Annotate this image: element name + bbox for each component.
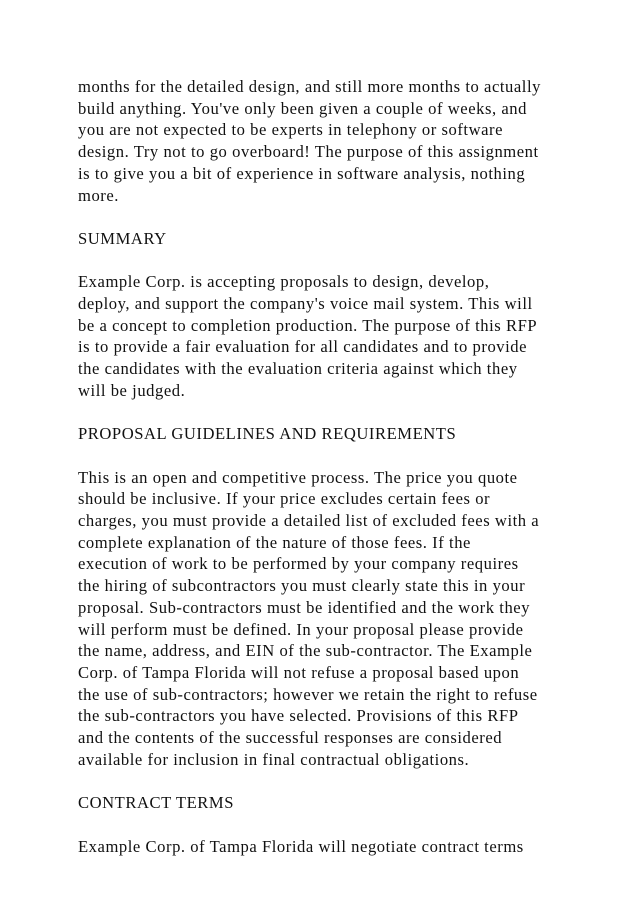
intro-paragraph <box>78 76 578 206</box>
paragraph-line: This is an open and competitive process. The price you quote <box>78 467 518 487</box>
guidelines-heading: PROPOSAL GUIDELINES AND REQUIREMENTS <box>78 424 457 444</box>
paragraph-line: the use of sub-contractors; however we retain the right to refuse <box>78 684 538 704</box>
paragraph-line: will be judged. <box>78 380 186 400</box>
summary-heading: SUMMARY <box>78 228 167 248</box>
paragraph-line: execution of work to be performed by your company requires <box>78 554 519 574</box>
paragraph-line: the hiring of subcontractors you must clearly state this in your <box>78 576 526 596</box>
paragraph-line: Example Corp. is accepting proposals to design, develop, <box>78 272 490 292</box>
paragraph-line: is to provide a fair evaluation for all candidates and to provide <box>78 337 528 357</box>
contract-paragraph <box>78 836 578 858</box>
paragraph-line: and the contents of the successful responses are considered <box>78 728 503 748</box>
paragraph-line: complete explanation of the nature of those fees. If the <box>78 532 471 552</box>
paragraph-line: you are not expected to be experts in telephony or software <box>78 120 504 140</box>
paragraph-line: build anything. You've only been given a couple of weeks, and <box>78 98 527 118</box>
paragraph-line: more. <box>78 185 119 205</box>
paragraph-line: Example Corp. of Tampa Florida will negotiate contract terms <box>78 836 524 856</box>
paragraph-line: proposal. Sub-contractors must be identified and the work they <box>78 597 531 617</box>
paragraph-line: is to give you a bit of experience in software analysis, nothing <box>78 163 526 183</box>
paragraph-line: the sub-contractors you have selected. Provisions of this RFP <box>78 706 519 726</box>
paragraph-line: available for inclusion in final contractual obligations. <box>78 749 470 769</box>
paragraph-line: Corp. of Tampa Florida will not refuse a proposal based upon <box>78 662 520 682</box>
paragraph-line: will perform must be defined. In your proposal please provide <box>78 619 524 639</box>
paragraph-line: the name, address, and EIN of the sub-contractor. The Example <box>78 641 533 661</box>
document-body <box>78 76 578 879</box>
guidelines-paragraph <box>78 467 578 771</box>
paragraph-line: deploy, and support the company's voice mail system. This will <box>78 294 533 313</box>
paragraph-line: should be inclusive. If your price excludes certain fees or <box>78 489 491 509</box>
paragraph-line: design. Try not to go overboard! The purpose of this assignment <box>78 142 539 162</box>
paragraph-line: charges, you must provide a detailed list of excluded fees with a <box>78 511 540 530</box>
contract-heading: CONTRACT TERMS <box>78 793 234 813</box>
paragraph-line: be a concept to completion production. The purpose of this RFP <box>78 315 538 335</box>
summary-paragraph <box>78 271 578 401</box>
paragraph-line: the candidates with the evaluation criteria against which they <box>78 359 518 379</box>
paragraph-line: months for the detailed design, and still more months to actually <box>78 77 541 96</box>
